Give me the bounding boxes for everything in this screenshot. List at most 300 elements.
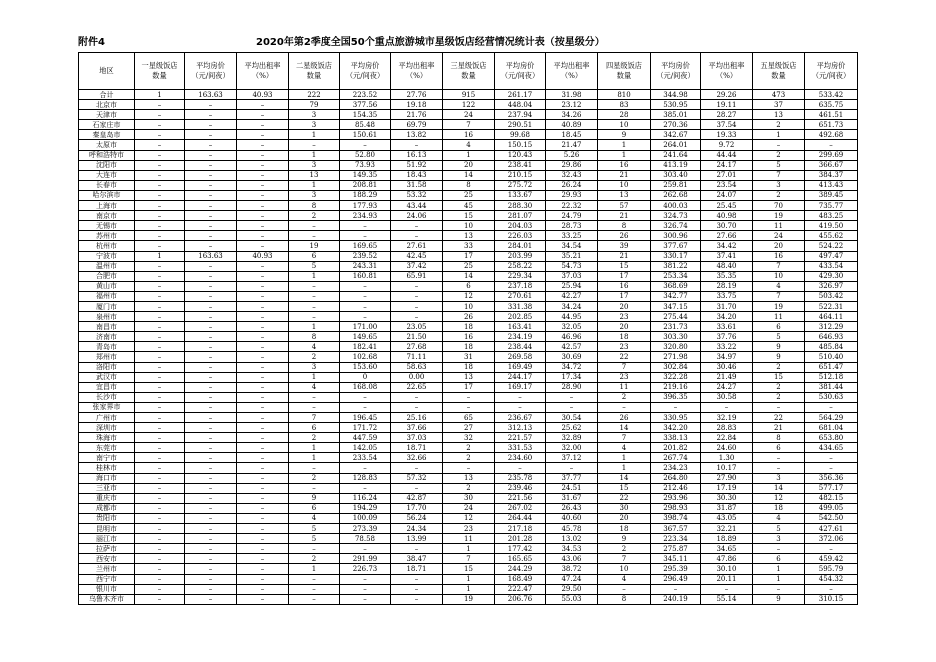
value-cell: – — [135, 493, 185, 503]
value-cell: – — [237, 100, 289, 110]
value-cell: 461.51 — [805, 110, 858, 120]
value-cell: 8 — [753, 433, 805, 443]
value-cell: – — [340, 392, 391, 402]
value-cell: 17.34 — [546, 372, 598, 382]
value-cell: – — [701, 584, 753, 594]
value-cell: 381.44 — [805, 382, 858, 392]
value-cell: – — [185, 503, 237, 513]
column-header — [135, 53, 185, 90]
value-cell: – — [185, 554, 237, 564]
value-cell: – — [135, 574, 185, 584]
value-cell: 330.95 — [651, 413, 701, 423]
region-cell: 贵阳市 — [79, 513, 135, 523]
value-cell: 24 — [443, 503, 495, 513]
value-cell: – — [185, 261, 237, 271]
value-cell: 28.27 — [701, 110, 753, 120]
value-cell: – — [185, 594, 237, 604]
value-cell: 284.01 — [495, 241, 546, 251]
value-cell: 20 — [598, 513, 651, 523]
value-cell: 298.93 — [651, 503, 701, 513]
table-row — [79, 261, 858, 271]
value-cell: 79 — [289, 100, 340, 110]
column-header — [805, 53, 858, 90]
value-cell: 23.12 — [546, 100, 598, 110]
column-header-line: （%） — [251, 71, 274, 80]
value-cell: – — [135, 291, 185, 301]
value-cell: 9 — [598, 130, 651, 140]
table-row — [79, 150, 858, 160]
value-cell: – — [135, 524, 185, 534]
value-cell: – — [185, 150, 237, 160]
value-cell: 163.63 — [185, 90, 237, 100]
value-cell: – — [237, 221, 289, 231]
value-cell: 24.34 — [391, 524, 443, 534]
value-cell: 14 — [598, 473, 651, 483]
value-cell: 43.44 — [391, 201, 443, 211]
value-cell: 44.44 — [701, 150, 753, 160]
table-row — [79, 402, 858, 412]
region-cell: 长沙市 — [79, 392, 135, 402]
value-cell: 473 — [753, 90, 805, 100]
value-cell: 20.11 — [701, 574, 753, 584]
value-cell: 2 — [753, 120, 805, 130]
value-cell: 30.58 — [701, 392, 753, 402]
value-cell: – — [340, 463, 391, 473]
region-cell: 丽江市 — [79, 534, 135, 544]
value-cell: 533.42 — [805, 90, 858, 100]
column-header-line: 一星级饭店 — [141, 61, 178, 70]
value-cell: 385.01 — [651, 110, 701, 120]
value-cell: 229.34 — [495, 271, 546, 281]
value-cell: 32.21 — [701, 524, 753, 534]
value-cell: 28.19 — [701, 281, 753, 291]
value-cell: 7 — [443, 120, 495, 130]
value-cell: 19 — [753, 301, 805, 311]
region-cell: 乌鲁木齐市 — [79, 594, 135, 604]
value-cell: – — [135, 130, 185, 140]
value-cell: – — [237, 271, 289, 281]
value-cell: 37.54 — [701, 120, 753, 130]
value-cell: – — [135, 281, 185, 291]
table-row — [79, 382, 858, 392]
value-cell: 291.99 — [340, 554, 391, 564]
value-cell: 24.27 — [701, 382, 753, 392]
value-cell: 372.06 — [805, 534, 858, 544]
region-cell: 宁波市 — [79, 251, 135, 261]
value-cell: 326.74 — [651, 221, 701, 231]
value-cell: – — [135, 342, 185, 352]
value-cell: – — [135, 231, 185, 241]
table-row — [79, 342, 858, 352]
value-cell: 35.21 — [546, 251, 598, 261]
value-cell: – — [340, 544, 391, 554]
region-cell: 苏州市 — [79, 231, 135, 241]
value-cell: 11 — [753, 312, 805, 322]
value-cell: – — [237, 594, 289, 604]
value-cell: 2 — [598, 392, 651, 402]
value-cell: 483.25 — [805, 211, 858, 221]
value-cell: 18.43 — [391, 170, 443, 180]
value-cell: 16 — [443, 130, 495, 140]
value-cell: 25.45 — [701, 201, 753, 211]
value-cell: – — [185, 584, 237, 594]
value-cell: 290.51 — [495, 120, 546, 130]
value-cell: 13 — [753, 110, 805, 120]
value-cell: 433.54 — [805, 261, 858, 271]
table-row — [79, 180, 858, 190]
column-header-line: （元/间夜） — [345, 71, 385, 80]
value-cell: 24 — [443, 110, 495, 120]
value-cell: – — [651, 402, 701, 412]
region-cell: 郑州市 — [79, 352, 135, 362]
value-cell: 262.68 — [651, 190, 701, 200]
value-cell: 299.69 — [805, 150, 858, 160]
table-row — [79, 241, 858, 251]
value-cell: – — [185, 271, 237, 281]
value-cell: 1.30 — [701, 453, 753, 463]
value-cell: 32.00 — [546, 443, 598, 453]
table-row — [79, 332, 858, 342]
table-row — [79, 564, 858, 574]
value-cell: 16 — [443, 332, 495, 342]
value-cell: – — [135, 453, 185, 463]
column-header-line: 地区 — [99, 66, 114, 75]
value-cell: 223.52 — [340, 90, 391, 100]
value-cell: 303.30 — [651, 332, 701, 342]
column-header — [753, 53, 805, 90]
value-cell: 38.72 — [546, 564, 598, 574]
value-cell: – — [135, 433, 185, 443]
value-cell: 377.67 — [651, 241, 701, 251]
value-cell: – — [391, 231, 443, 241]
value-cell: – — [185, 130, 237, 140]
value-cell: 3 — [753, 534, 805, 544]
value-cell: 330.17 — [651, 251, 701, 261]
region-cell: 大连市 — [79, 170, 135, 180]
value-cell: 42.87 — [391, 493, 443, 503]
value-cell: 7 — [753, 291, 805, 301]
table-row — [79, 433, 858, 443]
value-cell: 12 — [753, 493, 805, 503]
value-cell: – — [135, 443, 185, 453]
value-cell: 18 — [598, 332, 651, 342]
value-cell: 78.58 — [340, 534, 391, 544]
value-cell: – — [237, 231, 289, 241]
value-cell: 32.05 — [546, 322, 598, 332]
column-header — [185, 53, 237, 90]
value-cell: – — [237, 312, 289, 322]
value-cell: – — [237, 382, 289, 392]
value-cell: – — [289, 584, 340, 594]
value-cell: 14 — [443, 271, 495, 281]
value-cell: – — [185, 473, 237, 483]
value-cell: 3 — [753, 473, 805, 483]
value-cell: 8 — [598, 221, 651, 231]
value-cell: 400.03 — [651, 201, 701, 211]
value-cell: 188.29 — [340, 190, 391, 200]
value-cell: 150.61 — [340, 130, 391, 140]
value-cell: – — [237, 402, 289, 412]
value-cell: 18.45 — [546, 130, 598, 140]
value-cell: – — [805, 544, 858, 554]
value-cell: 40.98 — [701, 211, 753, 221]
value-cell: 345.11 — [651, 554, 701, 564]
value-cell: 312.29 — [805, 322, 858, 332]
value-cell: – — [135, 100, 185, 110]
value-cell: 2 — [753, 362, 805, 372]
table-row — [79, 211, 858, 221]
table-row — [79, 190, 858, 200]
value-cell: 8 — [443, 180, 495, 190]
region-cell: 南京市 — [79, 211, 135, 221]
value-cell: 17.70 — [391, 503, 443, 513]
column-header — [443, 53, 495, 90]
column-header-line: 数量 — [771, 71, 786, 80]
region-cell: 拉萨市 — [79, 544, 135, 554]
value-cell: 43.05 — [701, 513, 753, 523]
value-cell: – — [289, 231, 340, 241]
value-cell: 7 — [598, 554, 651, 564]
value-cell: – — [135, 332, 185, 342]
value-cell: – — [135, 271, 185, 281]
value-cell: 1 — [289, 150, 340, 160]
column-header-line: 数量 — [616, 71, 632, 80]
value-cell: – — [135, 150, 185, 160]
value-cell: – — [185, 221, 237, 231]
value-cell: 122 — [443, 100, 495, 110]
table-row — [79, 352, 858, 362]
value-cell: 6 — [753, 322, 805, 332]
region-cell: 深圳市 — [79, 423, 135, 433]
region-cell: 厦门市 — [79, 301, 135, 311]
value-cell: – — [340, 312, 391, 322]
column-header-line: （元/间夜） — [656, 71, 695, 80]
value-cell: – — [185, 493, 237, 503]
value-cell: 99.68 — [495, 130, 546, 140]
value-cell: 398.74 — [651, 513, 701, 523]
value-cell: 37.41 — [701, 251, 753, 261]
table-row — [79, 423, 858, 433]
value-cell: 2 — [289, 473, 340, 483]
value-cell: 2 — [443, 443, 495, 453]
value-cell: 29.93 — [546, 190, 598, 200]
region-cell: 哈尔滨市 — [79, 190, 135, 200]
column-header-line: 数量 — [461, 71, 476, 80]
value-cell: – — [135, 160, 185, 170]
value-cell: 13 — [443, 231, 495, 241]
value-cell: – — [185, 110, 237, 120]
value-cell: 21.76 — [391, 110, 443, 120]
region-cell: 昆明市 — [79, 524, 135, 534]
value-cell: – — [135, 201, 185, 211]
value-cell: – — [391, 301, 443, 311]
value-cell: – — [135, 120, 185, 130]
value-cell: – — [237, 261, 289, 271]
value-cell: – — [391, 574, 443, 584]
value-cell: – — [185, 180, 237, 190]
value-cell: – — [237, 524, 289, 534]
value-cell: 13 — [289, 170, 340, 180]
value-cell: – — [185, 443, 237, 453]
table-row — [79, 513, 858, 523]
column-header-line: 四星级饭店 — [606, 61, 642, 70]
value-cell: 32.19 — [701, 413, 753, 423]
value-cell: 2 — [753, 392, 805, 402]
value-cell: – — [237, 301, 289, 311]
value-cell: – — [495, 402, 546, 412]
value-cell: – — [185, 453, 237, 463]
column-header-line: 平均房价 — [816, 61, 846, 70]
value-cell: – — [237, 150, 289, 160]
value-cell: – — [185, 402, 237, 412]
region-cell: 合肥市 — [79, 271, 135, 281]
value-cell: – — [443, 463, 495, 473]
value-cell: – — [185, 564, 237, 574]
value-cell: 54.73 — [546, 261, 598, 271]
value-cell: – — [289, 291, 340, 301]
value-cell: 3 — [753, 180, 805, 190]
region-cell: 海口市 — [79, 473, 135, 483]
value-cell: – — [237, 170, 289, 180]
value-cell: – — [135, 301, 185, 311]
value-cell: 34.97 — [701, 352, 753, 362]
value-cell: 3 — [289, 160, 340, 170]
value-cell: – — [135, 463, 185, 473]
value-cell: 85.48 — [340, 120, 391, 130]
value-cell: 11 — [443, 534, 495, 544]
value-cell: – — [289, 140, 340, 150]
value-cell: – — [185, 544, 237, 554]
value-cell: – — [237, 362, 289, 372]
value-cell: 4 — [443, 140, 495, 150]
value-cell: 150.15 — [495, 140, 546, 150]
value-cell: 512.18 — [805, 372, 858, 382]
region-cell: 南宁市 — [79, 453, 135, 463]
value-cell: 43.06 — [546, 554, 598, 564]
value-cell: 222 — [289, 90, 340, 100]
value-cell: 18 — [753, 503, 805, 513]
value-cell: 16 — [598, 281, 651, 291]
value-cell: 14 — [443, 170, 495, 180]
column-header-line: 数量 — [306, 71, 322, 80]
value-cell: 51.92 — [391, 160, 443, 170]
value-cell: – — [135, 392, 185, 402]
value-cell: – — [135, 564, 185, 574]
table-row — [79, 160, 858, 170]
value-cell: 2 — [289, 554, 340, 564]
value-cell: – — [289, 594, 340, 604]
annex-label: 附件4 — [78, 37, 105, 48]
value-cell: 34.24 — [546, 301, 598, 311]
region-cell: 呼和浩特市 — [79, 150, 135, 160]
value-cell: 9.72 — [701, 140, 753, 150]
value-cell: – — [185, 231, 237, 241]
table-row — [79, 544, 858, 554]
value-cell: 70 — [753, 201, 805, 211]
value-cell: 33.22 — [701, 342, 753, 352]
value-cell: – — [237, 473, 289, 483]
value-cell: – — [237, 110, 289, 120]
value-cell: 18.71 — [391, 443, 443, 453]
value-cell: 9 — [598, 534, 651, 544]
region-cell: 重庆市 — [79, 493, 135, 503]
value-cell: 3 — [289, 110, 340, 120]
value-cell: 2 — [443, 453, 495, 463]
value-cell: 6 — [289, 423, 340, 433]
value-cell: 25.94 — [546, 281, 598, 291]
value-cell: 11 — [598, 382, 651, 392]
value-cell: – — [753, 140, 805, 150]
value-cell: 27.01 — [701, 170, 753, 180]
header-row — [79, 53, 858, 90]
value-cell: – — [237, 544, 289, 554]
value-cell: 22 — [598, 352, 651, 362]
value-cell: – — [237, 463, 289, 473]
value-cell: – — [651, 584, 701, 594]
value-cell: 31 — [443, 352, 495, 362]
value-cell: – — [185, 211, 237, 221]
value-cell: – — [391, 140, 443, 150]
value-cell: 1 — [753, 130, 805, 140]
value-cell: – — [185, 382, 237, 392]
value-cell: 219.16 — [651, 382, 701, 392]
region-cell: 黄山市 — [79, 281, 135, 291]
table-row — [79, 483, 858, 493]
table-row — [79, 473, 858, 483]
value-cell: 264.80 — [651, 473, 701, 483]
value-cell: 5.26 — [546, 150, 598, 160]
value-cell: 4 — [598, 443, 651, 453]
value-cell: 160.81 — [340, 271, 391, 281]
value-cell: 13.99 — [391, 534, 443, 544]
region-cell: 泉州市 — [79, 312, 135, 322]
value-cell: 12 — [443, 291, 495, 301]
value-cell: 30.10 — [701, 564, 753, 574]
value-cell: 238.41 — [495, 160, 546, 170]
value-cell: – — [135, 413, 185, 423]
value-cell: 31.67 — [546, 493, 598, 503]
value-cell: 9 — [753, 594, 805, 604]
table-row — [79, 362, 858, 372]
value-cell: 1 — [289, 130, 340, 140]
table-row — [79, 413, 858, 423]
value-cell: 342.20 — [651, 423, 701, 433]
region-cell: 桂林市 — [79, 463, 135, 473]
value-cell: 23 — [598, 372, 651, 382]
value-cell: 133.67 — [495, 190, 546, 200]
value-cell: 18.71 — [391, 564, 443, 574]
region-cell: 济南市 — [79, 332, 135, 342]
value-cell: 459.42 — [805, 554, 858, 564]
column-header-line: 平均房价 — [505, 61, 535, 70]
value-cell: – — [135, 584, 185, 594]
value-cell: 25 — [443, 261, 495, 271]
value-cell: – — [289, 402, 340, 412]
value-cell: – — [340, 231, 391, 241]
value-cell: 366.67 — [805, 160, 858, 170]
value-cell: 238.44 — [495, 342, 546, 352]
value-cell: 46.96 — [546, 332, 598, 342]
value-cell: 24.07 — [701, 190, 753, 200]
value-cell: – — [135, 312, 185, 322]
value-cell: 244.29 — [495, 564, 546, 574]
value-cell: 10 — [753, 271, 805, 281]
value-cell: 413.19 — [651, 160, 701, 170]
value-cell: 28 — [598, 110, 651, 120]
value-cell: 47.24 — [546, 574, 598, 584]
region-cell: 张家界市 — [79, 402, 135, 412]
value-cell: – — [289, 281, 340, 291]
